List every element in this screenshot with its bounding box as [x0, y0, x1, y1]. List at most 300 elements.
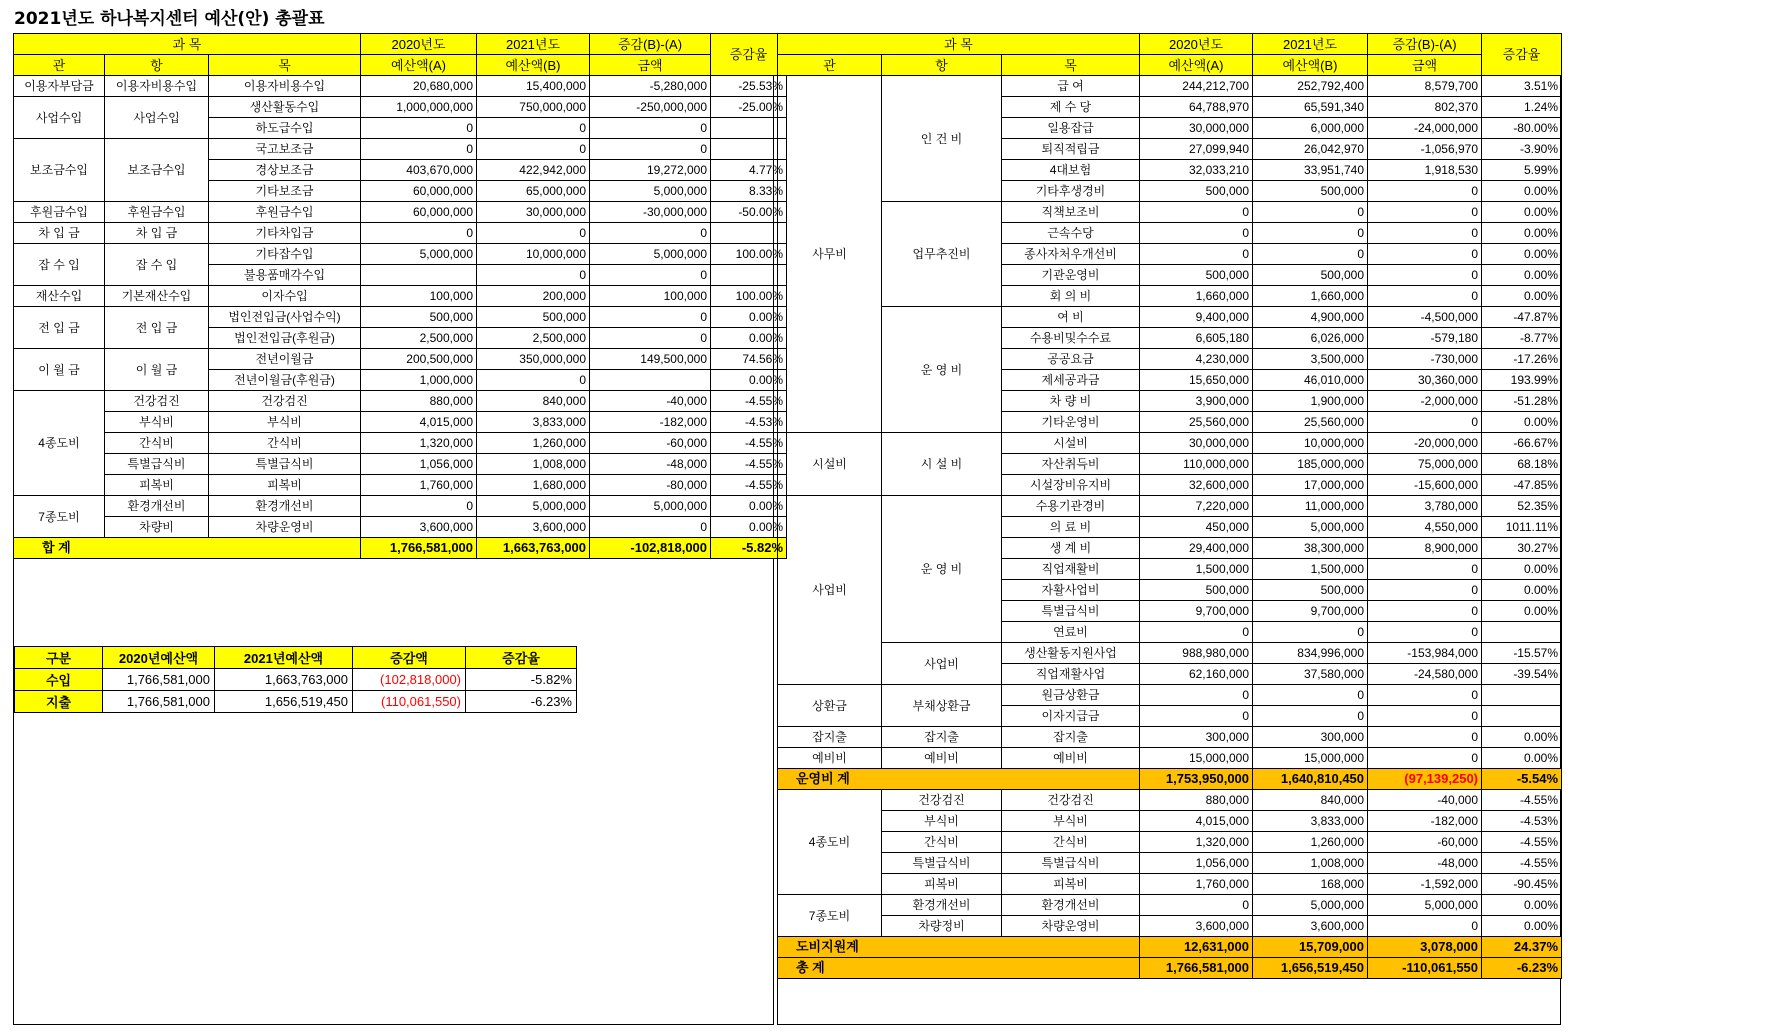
diff-amount-cell: -48,000 [590, 454, 711, 475]
diff-rate-cell: 0.00% [1482, 412, 1562, 433]
income-header-row-1 [14, 34, 787, 55]
diff-rate-cell: -4.55% [1482, 790, 1562, 811]
income-total-row-cell: 1,766,581,000 [361, 538, 477, 559]
diff-amount-cell: 0 [1368, 685, 1482, 706]
hang-cell: 부채상환금 [882, 685, 1002, 727]
expense-header-row-1 [778, 34, 1562, 55]
gwan-cell: 예비비 [778, 748, 882, 769]
header-diff-sub: 금액 [1368, 55, 1482, 76]
diff-amount-cell: 5,000,000 [1368, 895, 1482, 916]
diff-amount-cell: 19,272,000 [590, 160, 711, 181]
header-hang: 항 [882, 55, 1002, 76]
header-rate: 증감율 [1482, 34, 1562, 76]
budget-2021-cell: 200,000 [477, 286, 590, 307]
diff-amount-cell: 5,000,000 [590, 181, 711, 202]
budget-2020-cell: 880,000 [1140, 790, 1253, 811]
diff-rate-cell: 0.00% [1482, 601, 1562, 622]
diff-rate-cell: 0.00% [1482, 202, 1562, 223]
budget-2020-cell: 15,650,000 [1140, 370, 1253, 391]
table-row [14, 454, 787, 475]
hang-cell: 잡 수 입 [105, 244, 209, 286]
diff-rate-cell: 0.00% [711, 370, 787, 391]
diff-amount-cell: 0 [1368, 622, 1482, 643]
mok-cell: 직업재활비 [1002, 559, 1140, 580]
budget-2021-cell: 3,600,000 [1253, 916, 1368, 937]
budget-2020-cell: 0 [361, 118, 477, 139]
mok-cell: 차량운영비 [1002, 916, 1140, 937]
budget-2020-cell: 110,000,000 [1140, 454, 1253, 475]
operating-total-row-label: 운영비 계 [778, 769, 1140, 790]
table-row [778, 811, 1562, 832]
gwan-cell: 차 입 금 [14, 223, 105, 244]
budget-2020-cell: 0 [361, 223, 477, 244]
budget-2020-cell: 5,000,000 [361, 244, 477, 265]
summary-cell: 1,663,763,000 [215, 669, 353, 691]
diff-rate-cell: 0.00% [1482, 727, 1562, 748]
diff-amount-cell: -24,580,000 [1368, 664, 1482, 685]
budget-2021-cell: 15,400,000 [477, 76, 590, 97]
budget-2020-cell: 0 [361, 496, 477, 517]
provincial-total-row-cell: 12,631,000 [1140, 937, 1253, 958]
summary-cell: -6.23% [466, 691, 577, 713]
diff-rate-cell: -66.67% [1482, 433, 1562, 454]
hang-cell: 차량정비 [882, 916, 1002, 937]
budget-2021-cell: 0 [1253, 202, 1368, 223]
budget-2021-cell: 350,000,000 [477, 349, 590, 370]
table-row [778, 853, 1562, 874]
mok-cell: 법인전입금(후원금) [209, 328, 361, 349]
budget-2021-cell: 0 [1253, 685, 1368, 706]
header-2021: 2021년도 [477, 34, 590, 55]
header-diff: 증감(B)-(A) [590, 34, 711, 55]
mok-cell: 환경개선비 [1002, 895, 1140, 916]
budget-2020-cell: 1,760,000 [361, 475, 477, 496]
budget-2020-cell: 3,600,000 [1140, 916, 1253, 937]
budget-2020-cell: 27,099,940 [1140, 139, 1253, 160]
diff-amount-cell: 0 [590, 118, 711, 139]
budget-2020-cell: 62,160,000 [1140, 664, 1253, 685]
diff-amount-cell: 30,360,000 [1368, 370, 1482, 391]
diff-rate-cell: -4.55% [711, 454, 787, 475]
diff-amount-cell: 0 [590, 517, 711, 538]
diff-rate-cell: 52.35% [1482, 496, 1562, 517]
header-rate: 증감율 [711, 34, 787, 76]
diff-rate-cell: -15.57% [1482, 643, 1562, 664]
budget-2021-cell: 168,000 [1253, 874, 1368, 895]
table-row [778, 433, 1562, 454]
budget-2020-cell: 4,230,000 [1140, 349, 1253, 370]
budget-2021-cell: 0 [477, 223, 590, 244]
diff-rate-cell: -25.53% [711, 76, 787, 97]
diff-rate-cell: 3.51% [1482, 76, 1562, 97]
page-title: 2021년도 하나복지센터 예산(안) 총괄표 [14, 9, 325, 29]
diff-rate-cell: -4.55% [711, 391, 787, 412]
mok-cell: 생 계 비 [1002, 538, 1140, 559]
diff-amount-cell: -1,592,000 [1368, 874, 1482, 895]
budget-2020-cell: 0 [1140, 223, 1253, 244]
budget-2021-cell: 26,042,970 [1253, 139, 1368, 160]
diff-rate-cell: -47.85% [1482, 475, 1562, 496]
budget-2020-cell: 1,056,000 [361, 454, 477, 475]
budget-2020-cell: 1,320,000 [361, 433, 477, 454]
diff-rate-cell: 4.77% [711, 160, 787, 181]
budget-2021-cell: 5,000,000 [1253, 895, 1368, 916]
budget-2020-cell: 880,000 [361, 391, 477, 412]
diff-rate-cell: -4.55% [711, 475, 787, 496]
budget-2021-cell: 2,500,000 [477, 328, 590, 349]
gwan-cell: 잡지출 [778, 727, 882, 748]
gwan-cell: 재산수입 [14, 286, 105, 307]
mok-cell: 기타보조금 [209, 181, 361, 202]
summary-row-expense [15, 691, 577, 713]
hang-cell: 인 건 비 [882, 76, 1002, 202]
budget-2020-cell: 15,000,000 [1140, 748, 1253, 769]
hang-cell: 건강검진 [105, 391, 209, 412]
gwan-cell: 시설비 [778, 433, 882, 496]
budget-2020-cell: 2,500,000 [361, 328, 477, 349]
table-row [778, 895, 1562, 916]
diff-rate-cell: -3.90% [1482, 139, 1562, 160]
budget-2020-cell: 25,560,000 [1140, 412, 1253, 433]
gwan-cell: 4종도비 [14, 391, 105, 496]
budget-2021-cell: 1,680,000 [477, 475, 590, 496]
mok-cell: 피복비 [209, 475, 361, 496]
summary-header-cell: 2021년예산액 [215, 647, 353, 669]
budget-2021-cell: 65,000,000 [477, 181, 590, 202]
budget-2021-cell: 500,000 [477, 307, 590, 328]
income-total-row-cell: -5.82% [711, 538, 787, 559]
summary-header-cell: 증감액 [353, 647, 466, 669]
mok-cell: 수용기관경비 [1002, 496, 1140, 517]
diff-rate-cell: 0.00% [1482, 223, 1562, 244]
hang-cell: 전 입 금 [105, 307, 209, 349]
summary-label: 수입 [15, 669, 103, 691]
diff-amount-cell: -24,000,000 [1368, 118, 1482, 139]
mok-cell: 시설장비유지비 [1002, 475, 1140, 496]
hang-cell: 피복비 [105, 475, 209, 496]
budget-2021-cell: 185,000,000 [1253, 454, 1368, 475]
budget-2020-cell: 7,220,000 [1140, 496, 1253, 517]
table-row [14, 307, 787, 328]
diff-amount-cell: 100,000 [590, 286, 711, 307]
gwan-cell: 전 입 금 [14, 307, 105, 349]
gwan-cell: 잡 수 입 [14, 244, 105, 286]
mok-cell: 하도급수입 [209, 118, 361, 139]
mok-cell: 건강검진 [1002, 790, 1140, 811]
mok-cell: 기타차입금 [209, 223, 361, 244]
diff-amount-cell: 149,500,000 [590, 349, 711, 370]
header-2020-sub: 예산액(A) [1140, 55, 1253, 76]
summary-header-cell: 증감율 [466, 647, 577, 669]
provincial-total-row-cell: 24.37% [1482, 937, 1562, 958]
hang-cell: 운 영 비 [882, 307, 1002, 433]
diff-amount-cell: 5,000,000 [590, 496, 711, 517]
gwan-cell: 7종도비 [14, 496, 105, 538]
mok-cell: 공공요금 [1002, 349, 1140, 370]
budget-2021-cell: 1,008,000 [477, 454, 590, 475]
summary-cell: (102,818,000) [353, 669, 466, 691]
mok-cell: 생산활동지원사업 [1002, 643, 1140, 664]
mok-cell: 법인전입금(사업수익) [209, 307, 361, 328]
budget-2021-cell: 1,660,000 [1253, 286, 1368, 307]
budget-2020-cell: 29,400,000 [1140, 538, 1253, 559]
budget-2020-cell: 1,056,000 [1140, 853, 1253, 874]
hang-cell: 이용자비용수입 [105, 76, 209, 97]
hang-cell: 예비비 [882, 748, 1002, 769]
diff-rate-cell: -80.00% [1482, 118, 1562, 139]
table-row [14, 244, 787, 265]
gwan-cell: 사업비 [778, 496, 882, 685]
header-mok: 목 [1002, 55, 1140, 76]
summary-header-cell: 2020년예산액 [103, 647, 215, 669]
diff-amount-cell: 8,900,000 [1368, 538, 1482, 559]
diff-rate-cell: 1011.11% [1482, 517, 1562, 538]
diff-amount-cell: -250,000,000 [590, 97, 711, 118]
mok-cell: 전년이월금 [209, 349, 361, 370]
income-total-row [14, 538, 787, 559]
table-row [14, 349, 787, 370]
budget-2021-cell: 500,000 [1253, 181, 1368, 202]
diff-amount-cell: -1,056,970 [1368, 139, 1482, 160]
diff-rate-cell: -8.77% [1482, 328, 1562, 349]
table-row [14, 475, 787, 496]
summary-label: 지출 [15, 691, 103, 713]
diff-rate-cell: 0.00% [1482, 286, 1562, 307]
budget-2021-cell: 6,026,000 [1253, 328, 1368, 349]
mok-cell: 수용비및수수료 [1002, 328, 1140, 349]
header-gwamok: 과 목 [14, 34, 361, 55]
budget-2020-cell: 244,212,700 [1140, 76, 1253, 97]
grand-total-row-label: 총 계 [778, 958, 1140, 979]
header-2020-sub: 예산액(A) [361, 55, 477, 76]
diff-amount-cell: 0 [590, 265, 711, 286]
mok-cell: 환경개선비 [209, 496, 361, 517]
mok-cell: 부식비 [209, 412, 361, 433]
budget-2021-cell: 3,833,000 [1253, 811, 1368, 832]
gwan-cell: 후원금수입 [14, 202, 105, 223]
gwan-cell: 상환금 [778, 685, 882, 727]
budget-2021-cell: 3,833,000 [477, 412, 590, 433]
budget-2021-cell: 500,000 [1253, 580, 1368, 601]
budget-2020-cell: 1,500,000 [1140, 559, 1253, 580]
diff-amount-cell: -2,000,000 [1368, 391, 1482, 412]
diff-amount-cell: 75,000,000 [1368, 454, 1482, 475]
diff-rate-cell: 0.00% [711, 496, 787, 517]
budget-2020-cell: 300,000 [1140, 727, 1253, 748]
diff-amount-cell: 0 [1368, 412, 1482, 433]
budget-2020-cell: 30,000,000 [1140, 118, 1253, 139]
diff-rate-cell: -90.45% [1482, 874, 1562, 895]
mok-cell: 자활사업비 [1002, 580, 1140, 601]
budget-2021-cell: 15,000,000 [1253, 748, 1368, 769]
mok-cell: 기타잡수입 [209, 244, 361, 265]
income-total-row-label: 합 계 [14, 538, 361, 559]
diff-amount-cell: 8,579,700 [1368, 76, 1482, 97]
budget-2020-cell: 500,000 [1140, 265, 1253, 286]
hang-cell: 기본재산수입 [105, 286, 209, 307]
diff-rate-cell: -51.28% [1482, 391, 1562, 412]
budget-2021-cell: 37,580,000 [1253, 664, 1368, 685]
diff-rate-cell: 0.00% [711, 517, 787, 538]
budget-2020-cell: 4,015,000 [361, 412, 477, 433]
diff-rate-cell: -4.53% [711, 412, 787, 433]
budget-2020-cell: 403,670,000 [361, 160, 477, 181]
diff-rate-cell: 0.00% [711, 307, 787, 328]
provincial-total-row-cell: 3,078,000 [1368, 937, 1482, 958]
budget-2020-cell: 30,000,000 [1140, 433, 1253, 454]
budget-2021-cell: 300,000 [1253, 727, 1368, 748]
table-row [14, 286, 787, 307]
budget-2021-cell: 252,792,400 [1253, 76, 1368, 97]
budget-2020-cell: 1,660,000 [1140, 286, 1253, 307]
diff-amount-cell: 0 [1368, 265, 1482, 286]
budget-2020-cell: 0 [1140, 622, 1253, 643]
diff-rate-cell [711, 265, 787, 286]
budget-2020-cell: 9,700,000 [1140, 601, 1253, 622]
header-diff: 증감(B)-(A) [1368, 34, 1482, 55]
hang-cell: 환경개선비 [882, 895, 1002, 916]
budget-2021-cell: 1,900,000 [1253, 391, 1368, 412]
mok-cell: 급 여 [1002, 76, 1140, 97]
header-2021: 2021년도 [1253, 34, 1368, 55]
diff-rate-cell: 5.99% [1482, 160, 1562, 181]
diff-amount-cell: 0 [590, 139, 711, 160]
diff-amount-cell: 5,000,000 [590, 244, 711, 265]
budget-2020-cell: 1,000,000 [361, 370, 477, 391]
mok-cell: 피복비 [1002, 874, 1140, 895]
table-row [14, 412, 787, 433]
diff-amount-cell: 0 [1368, 202, 1482, 223]
budget-2021-cell: 1,260,000 [1253, 832, 1368, 853]
hang-cell: 업무추진비 [882, 202, 1002, 307]
table-row [14, 517, 787, 538]
mok-cell: 건강검진 [209, 391, 361, 412]
mok-cell: 차 량 비 [1002, 391, 1140, 412]
mok-cell: 부식비 [1002, 811, 1140, 832]
summary-row-income [15, 669, 577, 691]
budget-2020-cell: 32,033,210 [1140, 160, 1253, 181]
budget-2021-cell: 5,000,000 [1253, 517, 1368, 538]
budget-2021-cell: 11,000,000 [1253, 496, 1368, 517]
budget-2021-cell: 10,000,000 [1253, 433, 1368, 454]
summary-cell: (110,061,550) [353, 691, 466, 713]
summary-cell: 1,766,581,000 [103, 669, 215, 691]
budget-2020-cell: 64,788,970 [1140, 97, 1253, 118]
header-gwamok: 과 목 [778, 34, 1140, 55]
header-2021-sub: 예산액(B) [477, 55, 590, 76]
diff-rate-cell: 0.00% [1482, 244, 1562, 265]
diff-rate-cell: -47.87% [1482, 307, 1562, 328]
table-row [778, 748, 1562, 769]
budget-2021-cell: 0 [1253, 223, 1368, 244]
hang-cell: 차량비 [105, 517, 209, 538]
diff-amount-cell: -60,000 [590, 433, 711, 454]
table-row [778, 832, 1562, 853]
table-row [778, 496, 1562, 517]
mok-cell: 잡지출 [1002, 727, 1140, 748]
budget-2020-cell: 1,760,000 [1140, 874, 1253, 895]
budget-2021-cell: 5,000,000 [477, 496, 590, 517]
table-row [14, 433, 787, 454]
diff-amount-cell: 0 [1368, 601, 1482, 622]
expense-budget-table [777, 33, 1562, 979]
header-2020: 2020년도 [361, 34, 477, 55]
table-row [778, 685, 1562, 706]
diff-rate-cell [711, 118, 787, 139]
diff-rate-cell: 68.18% [1482, 454, 1562, 475]
diff-rate-cell: -4.55% [711, 433, 787, 454]
diff-amount-cell: -15,600,000 [1368, 475, 1482, 496]
mok-cell: 간식비 [209, 433, 361, 454]
income-header-row-2 [14, 55, 787, 76]
diff-amount-cell: -60,000 [1368, 832, 1482, 853]
budget-2020-cell: 0 [1140, 685, 1253, 706]
hang-cell: 사업비 [882, 643, 1002, 685]
budget-2021-cell: 750,000,000 [477, 97, 590, 118]
diff-rate-cell [1482, 706, 1562, 727]
table-row [778, 727, 1562, 748]
budget-2020-cell: 20,680,000 [361, 76, 477, 97]
diff-rate-cell: 0.00% [1482, 916, 1562, 937]
table-row [14, 139, 787, 160]
income-budget-table [13, 33, 787, 559]
diff-rate-cell: -17.26% [1482, 349, 1562, 370]
mok-cell: 직업재활사업 [1002, 664, 1140, 685]
mok-cell: 종사자처우개선비 [1002, 244, 1140, 265]
gwan-cell: 이 월 금 [14, 349, 105, 391]
diff-amount-cell: 3,780,000 [1368, 496, 1482, 517]
hang-cell: 운 영 비 [882, 496, 1002, 643]
diff-amount-cell: 0 [590, 328, 711, 349]
budget-2021-cell: 834,996,000 [1253, 643, 1368, 664]
mok-cell: 특별급식비 [209, 454, 361, 475]
diff-amount-cell [590, 370, 711, 391]
mok-cell: 자산취득비 [1002, 454, 1140, 475]
diff-amount-cell: 0 [1368, 706, 1482, 727]
budget-2020-cell: 450,000 [1140, 517, 1253, 538]
budget-2021-cell: 0 [477, 139, 590, 160]
diff-amount-cell: 0 [1368, 727, 1482, 748]
summary-header-row [15, 647, 577, 669]
budget-2020-cell: 0 [1140, 202, 1253, 223]
hang-cell: 피복비 [882, 874, 1002, 895]
budget-2021-cell: 3,500,000 [1253, 349, 1368, 370]
diff-rate-cell: -25.00% [711, 97, 787, 118]
mok-cell: 여 비 [1002, 307, 1140, 328]
table-row [778, 916, 1562, 937]
hang-cell: 부식비 [105, 412, 209, 433]
mok-cell: 차량운영비 [209, 517, 361, 538]
budget-2020-cell: 60,000,000 [361, 181, 477, 202]
operating-total-row-cell: (97,139,250) [1368, 769, 1482, 790]
budget-2021-cell: 0 [1253, 622, 1368, 643]
header-2020: 2020년도 [1140, 34, 1253, 55]
operating-total-row-cell: 1,640,810,450 [1253, 769, 1368, 790]
gwan-cell: 4종도비 [778, 790, 882, 895]
budget-2020-cell: 500,000 [361, 307, 477, 328]
operating-total-row-cell: 1,753,950,000 [1140, 769, 1253, 790]
hang-cell: 특별급식비 [105, 454, 209, 475]
gwan-cell: 보조금수입 [14, 139, 105, 202]
grand-total-row-cell: -110,061,550 [1368, 958, 1482, 979]
mok-cell: 일용잡급 [1002, 118, 1140, 139]
budget-2020-cell: 988,980,000 [1140, 643, 1253, 664]
diff-rate-cell [1482, 685, 1562, 706]
diff-amount-cell: 0 [1368, 580, 1482, 601]
budget-2021-cell: 1,260,000 [477, 433, 590, 454]
table-row [14, 97, 787, 118]
table-row [778, 76, 1562, 97]
